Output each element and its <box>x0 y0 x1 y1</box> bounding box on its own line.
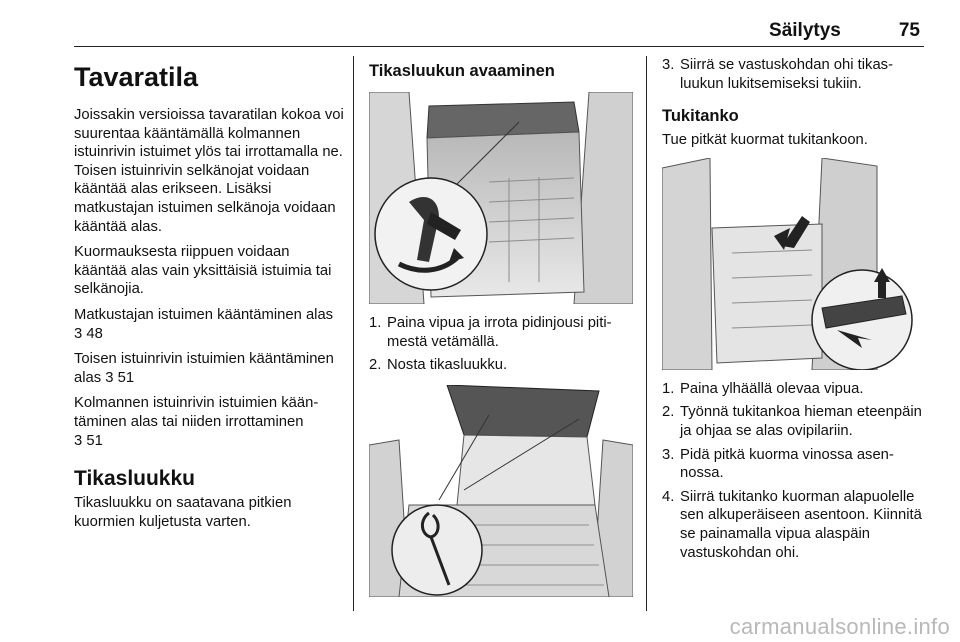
paragraph: Tue pitkät kuormat tukitankoon. <box>662 132 868 149</box>
reference-arrow-icon: 3 <box>74 325 83 342</box>
column-1 <box>74 56 344 538</box>
reference-text: Matkustajan istuimen kääntäminen alas <box>74 306 334 323</box>
section-title: Säilytys <box>769 20 841 41</box>
illustration-ladder-hatch-raised <box>369 385 633 597</box>
paragraph: Joissakin versioissa tavaratilan kokoa voi suurentaa kääntämällä kolmannen istuinrivin istuimet ylös tai irrottamalla ne. Toisen istuinrivin selkänojat voidaan kääntää alas erikseen. Lisäksi matkustajan istuimen selkänoja voidaan kääntää alas. <box>74 107 344 235</box>
list-item: 2. Työnnä tukitankoa hieman eteenpäin ja ohjaa se alas ovipilariin. <box>662 404 922 439</box>
subheading-tukitanko: Tukitanko <box>662 107 739 126</box>
column-divider-2 <box>646 56 647 611</box>
page-header <box>769 20 920 42</box>
list-item: 3. Siirrä se vastuskohdan ohi tikasluukun lukitsemiseksi tukiin. <box>662 57 894 92</box>
paragraph: Kuormauksesta riippuen voidaan kääntää alas vain yksittäisiä istuimia tai selkänojia. <box>74 244 332 298</box>
reference-page: 51 <box>117 369 135 386</box>
illustration-support-bar <box>662 158 926 370</box>
list-item: 4. Siirrä tukitanko kuorman alapuolelle sen alkuperäiseen asentoon. Kiinnitä se painamalla vipua alaspäin vastuskohdan ohi. <box>662 488 922 561</box>
cross-reference[interactable] <box>74 350 344 387</box>
list-item: 1. Paina ylhäällä olevaa vipua. <box>662 380 864 397</box>
reference-arrow-icon: 3 <box>74 432 83 449</box>
illustration-ladder-hatch-lever <box>369 92 633 304</box>
section-heading-tavaratila: Tavaratila <box>74 62 199 92</box>
column-divider-1 <box>353 56 354 611</box>
reference-text: Toisen istuinrivin istuimien kääntäminen alas <box>74 351 334 386</box>
cross-reference[interactable] <box>74 306 344 343</box>
column-3 <box>662 56 926 567</box>
reference-page: 51 <box>86 432 103 449</box>
list-item: 2. Nosta tikasluukku. <box>369 357 508 374</box>
steps-list-opening-continued <box>662 56 926 93</box>
watermark-text: carmanualsonline.info <box>729 614 950 639</box>
list-item: 1. Paina vipua ja irrota pidinjousi pitimestä vetämällä. <box>369 315 612 350</box>
header-rule <box>74 46 924 47</box>
page-number: 75 <box>898 20 920 41</box>
subheading-tikasluukun-avaaminen: Tikasluukun avaaminen <box>369 62 555 80</box>
reference-arrow-icon: 3 <box>105 369 114 386</box>
steps-list-support-bar <box>662 380 926 562</box>
column-2 <box>369 56 633 607</box>
reference-text: Kolmannen istuinrivin istuimien kääntäminen alas tai niiden irrottaminen <box>74 395 319 430</box>
cross-reference[interactable] <box>74 394 344 450</box>
steps-list-opening <box>369 314 633 375</box>
section-heading-tikasluukku: Tikasluukku <box>74 467 195 491</box>
reference-page: 48 <box>86 325 103 342</box>
list-item: 3. Pidä pitkä kuorma vinossa asennossa. <box>662 446 894 482</box>
paragraph: Tikasluukku on saatavana pitkien kuormien kuljetusta varten. <box>74 495 292 530</box>
